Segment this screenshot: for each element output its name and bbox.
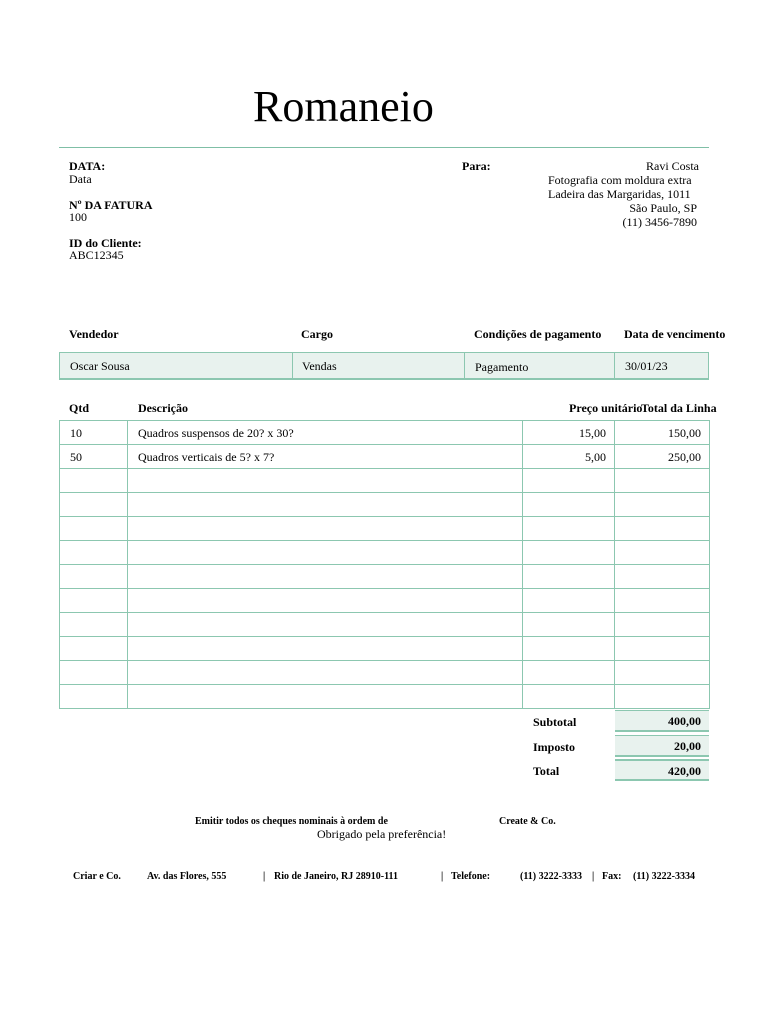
header-role: Cargo [301, 327, 333, 341]
due-date-value: 30/01/23 [625, 359, 668, 373]
client-id-value: ABC12345 [69, 248, 124, 262]
table-row [60, 541, 710, 565]
item-line-total [615, 589, 710, 613]
item-unit-price [523, 541, 615, 565]
item-unit-price [523, 613, 615, 637]
table-row [60, 685, 710, 709]
recipient-phone: (11) 3456-7890 [622, 215, 697, 229]
salesperson-name: Oscar Sousa [70, 359, 130, 373]
item-unit-price [523, 517, 615, 541]
item-qty [60, 613, 128, 637]
recipient-label: Para: [462, 159, 491, 173]
item-qty [60, 661, 128, 685]
table-row [60, 493, 710, 517]
header-payment-terms: Condições de pagamento [474, 327, 602, 341]
table-row [60, 445, 710, 469]
header-line-total: Total da Linha [641, 401, 717, 415]
item-description [128, 565, 523, 589]
item-qty [60, 589, 128, 613]
salesperson-row [59, 352, 709, 380]
item-description [128, 493, 523, 517]
item-description [128, 613, 523, 637]
item-line-total [615, 637, 710, 661]
checks-payable-company: Create & Co. [499, 816, 556, 827]
header-salesperson: Vendedor [69, 327, 119, 341]
item-description [128, 661, 523, 685]
footer-separator: | [592, 871, 595, 882]
subtotal-value: 400,00 [615, 710, 709, 732]
salesperson-divider [464, 353, 465, 378]
footer-phone-label: Telefone: [451, 871, 491, 882]
item-qty: 10 [60, 421, 128, 445]
item-description [128, 589, 523, 613]
item-line-total: 250,00 [615, 445, 710, 469]
tax-value: 20,00 [615, 735, 709, 757]
item-line-total [615, 565, 710, 589]
recipient-city: São Paulo, SP [629, 201, 697, 215]
date-value: Data [69, 172, 92, 186]
item-line-total [615, 517, 710, 541]
header-due-date: Data de vencimento [624, 327, 726, 341]
table-row [60, 469, 710, 493]
item-unit-price [523, 565, 615, 589]
item-description [128, 637, 523, 661]
item-qty [60, 517, 128, 541]
footer-fax-label: Fax: [602, 871, 622, 882]
item-line-total [615, 685, 710, 709]
salesperson-divider [292, 353, 293, 378]
table-row [60, 517, 710, 541]
header-qty: Qtd [69, 401, 90, 415]
item-qty [60, 637, 128, 661]
invoice-label: Nº DA FATURA [69, 198, 153, 212]
item-description [128, 469, 523, 493]
item-line-total [615, 661, 710, 685]
item-qty [60, 565, 128, 589]
client-id-label: ID do Cliente: [69, 236, 142, 250]
footer-address: Av. das Flores, 555 [147, 871, 227, 882]
tax-label: Imposto [533, 740, 576, 754]
item-unit-price [523, 493, 615, 517]
table-row [60, 565, 710, 589]
item-qty [60, 685, 128, 709]
item-unit-price [523, 685, 615, 709]
table-row [60, 661, 710, 685]
recipient-name: Ravi Costa [646, 159, 699, 173]
table-row [60, 613, 710, 637]
item-line-total [615, 613, 710, 637]
salesperson-role: Vendas [302, 359, 337, 373]
header-description: Descrição [138, 401, 188, 415]
item-qty [60, 541, 128, 565]
item-description [128, 517, 523, 541]
total-value: 420,00 [615, 759, 709, 781]
date-label: DATA: [69, 159, 106, 173]
header-unit-price: Preço unitário [569, 401, 643, 415]
footer-separator: | [263, 871, 266, 882]
item-description: Quadros suspensos de 20? x 30? [128, 421, 523, 445]
item-line-total: 150,00 [615, 421, 710, 445]
thank-you-message: Obrigado pela preferência! [317, 827, 447, 841]
item-qty [60, 493, 128, 517]
item-description [128, 685, 523, 709]
footer-company: Criar e Co. [73, 871, 121, 882]
invoice-value: 100 [69, 210, 87, 224]
footer-fax: (11) 3222-3334 [633, 871, 695, 882]
recipient-company: Fotografia com moldura extra [548, 173, 692, 187]
table-row [60, 637, 710, 661]
document-title: Romaneio [253, 82, 434, 131]
item-unit-price [523, 469, 615, 493]
item-unit-price [523, 589, 615, 613]
item-qty: 50 [60, 445, 128, 469]
item-line-total [615, 541, 710, 565]
item-unit-price [523, 661, 615, 685]
table-row [60, 421, 710, 445]
subtotal-label: Subtotal [533, 715, 577, 729]
item-unit-price: 5,00 [523, 445, 615, 469]
total-label: Total [533, 764, 560, 778]
footer-phone: (11) 3222-3333 [520, 871, 582, 882]
item-description: Quadros verticais de 5? x 7? [128, 445, 523, 469]
item-line-total [615, 469, 710, 493]
title-divider [59, 147, 709, 148]
item-unit-price: 15,00 [523, 421, 615, 445]
salesperson-divider [614, 353, 615, 378]
item-qty [60, 469, 128, 493]
recipient-street: Ladeira das Margaridas, 1011 [548, 187, 691, 201]
item-unit-price [523, 637, 615, 661]
item-description [128, 541, 523, 565]
payment-terms-value: Pagamento [475, 360, 529, 374]
item-line-total [615, 493, 710, 517]
checks-payable-text: Emitir todos os cheques nominais à ordem de [195, 816, 388, 827]
footer-separator: | [441, 871, 444, 882]
table-row [60, 589, 710, 613]
footer-city: Rio de Janeiro, RJ 28910-111 [274, 871, 398, 882]
items-table [59, 420, 710, 709]
